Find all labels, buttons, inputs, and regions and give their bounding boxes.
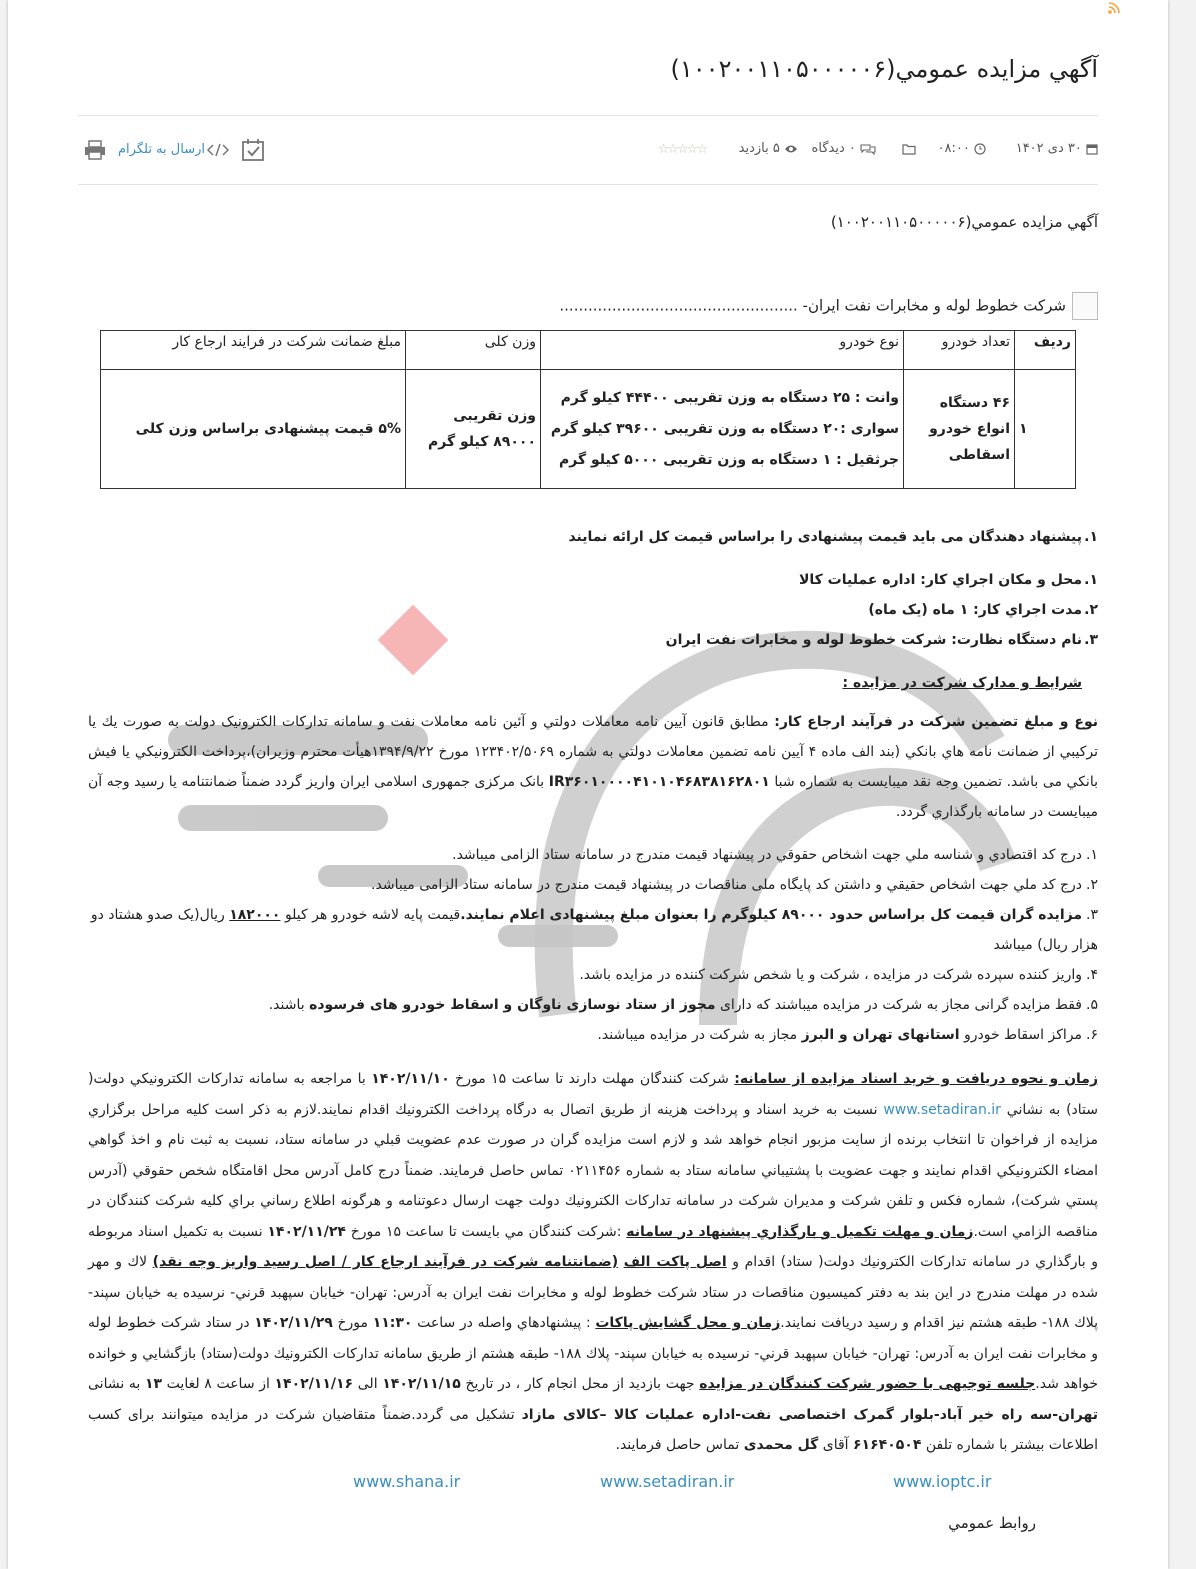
comments-icon (860, 143, 876, 155)
list-item: ۶.مراکز اسقاط خودرو استانهای تهران و البرز مجاز به شرکت در مزایده میباشند. (597, 1027, 1098, 1043)
date-item (1016, 141, 1098, 156)
page-title: آگهي مزايده عمومي(۱۰۰۲۰۰۱۱۰۵۰۰۰۰۰۶) (670, 55, 1098, 83)
shana-link[interactable]: www.shana.ir (353, 1472, 461, 1491)
list-item: ۵.فقط مزایده گرانی مجاز به شرکت در مزایده میباشند که دارای مجوز از ستاد نوسازی ناوگان و اسقاط خودرو های فرسوده باشند. (268, 997, 1098, 1013)
page (8, 0, 1168, 1569)
rss-icon[interactable] (1108, 2, 1122, 14)
article-subtitle: آگهي مزايده عمومي(۱۰۰۲۰۰۱۱۰۵۰۰۰۰۰۶) (830, 213, 1098, 231)
conditions-list (88, 840, 1098, 1050)
print-icon[interactable] (84, 140, 106, 160)
table-header: نوع خودرو (541, 331, 904, 370)
table-header: وزن کلی (406, 331, 541, 370)
list-item: ۳.نام دستگاه نظارت: شرکت خطوط لوله و مخابرات نفت ایران (665, 632, 1098, 648)
eye-icon (784, 144, 798, 154)
rating-stars[interactable]: ☆☆☆☆☆ (657, 142, 706, 157)
views-text: ۵ بازدید (738, 141, 780, 156)
setadiran-footer-link[interactable]: www.setadiran.ir (600, 1472, 735, 1491)
guarantee-paragraph: نوع و مبلغ تضمین شرکت در فرآیند ارجاع کار: مطابق قانون آيين نامه معاملات دولتي و آئين نامه معاملات نفت و سامانه تدارکات الکترونيک دولت به صورت يك يا تركيبي از ضمانت نامه هاي بانكي (بند الف ماده ۴ آيين نامه تضمين معاملات دولتي به شماره ۱۲۳۴۰۲/۵۰۶۹ مورخ ۱۳۹۴/۹/۲۲هيأت محترم وزيران)،پرداخت الکترونيکي يا فيش بانكي می باشد. تضمين وجه نقد ميبايست به شماره شبا IR۳۶۰۱۰۰۰۰۴۱۰۱۰۴۶۸۳۸۱۶۲۸۰۱ بانک مرکزی جمهوری اسلامی ایران واريز گردد ضمناً ضمانتنامه يا رسيد وجه آن ميبايست در سامانه بارگذاري گردد. (88, 714, 1098, 820)
calendar-icon (1086, 143, 1098, 155)
telegram-share-link[interactable]: ارسال به تلگرام (118, 142, 205, 157)
list-item: ۲.مدت اجراي كار: ۱ ماه (یک ماه) (868, 602, 1098, 618)
divider (78, 115, 1098, 116)
table-cell (541, 370, 904, 489)
table-header: ردیف (1015, 331, 1076, 370)
table-cell: ۴۶ دستگاه انواع خودرو اسقاطی (904, 370, 1015, 489)
table-cell: وزن تقریبی ۸۹۰۰۰ کیلو گرم (406, 370, 541, 489)
time-item (938, 141, 986, 156)
table-cell: ۱ (1015, 370, 1076, 489)
table-header: مبلغ ضمانت شرکت در فرایند ارجاع کار (101, 331, 406, 370)
signature: روابط عمومي (948, 1514, 1036, 1532)
list-item: ۴.واریز کننده سپرده شرکت در مزایده ، شرکت و یا شخص شرکت کننده در مزایده باشد. (579, 967, 1098, 983)
list-item: ۳.مزایده گران قیمت کل براساس حدود ۸۹۰۰۰ کیلوگرم را بعنوان مبلغ پیشنهادی اعلام نمایند.قیمت پایه لاشه خودرو هر کیلو ۱۸۲۰۰۰ ریال(یک صدو هشتاد دو هزار ریال) میباشد (90, 907, 1098, 953)
folder-icon (902, 143, 916, 155)
list-item: ۱.پیشنهاد دهندگان می باید قیمت پیشنهادی را براساس قیمت کل ارائه نمایند (568, 529, 1098, 545)
ioptc-link[interactable]: www.ioptc.ir (893, 1472, 992, 1491)
conditions-heading: شرایط و مدارک شرکت در مزایده : (842, 675, 1082, 691)
views-item (739, 141, 798, 156)
vehicle-type: جرثقیل : ۱ دستگاه به وزن تقریبی ۵۰۰۰ کیلو گرم (559, 451, 899, 468)
company-line (559, 292, 1098, 320)
timing-paragraph: زمان و نحوه دريافت و خريد اسناد مزايده از سامانه: شركت كنندگان مهلت دارند تا ساعت ۱۵ مورخ ۱۴۰۲/۱۱/۱۰ با مراجعه به سامانه تداركات الكترونيكي دولت( ستاد) به نشاني www.setadiran.ir نسبت به خريد اسناد و پرداخت هزينه از طريق اتصال به درگاه پرداخت الكترونيك اقدام نمايند.لازم به ذکر است کلیه مراحل برگزاري مزايده از فراخوان تا انتخاب برنده از سایت مزبور انجام خواهد شد و لازم است مزایده گران در صورت عدم عضويت قبلي در سامانه ستاد، نسبت به ثبت نام و اخذ گواهي امضاء الكترونيكي اقدام نمايند و جهت عضويت با پشتيباني سامانه ستاد به شماره ۰۲۱۱۴۵۶ تماس حاصل فرمايند. ضمناً درج كامل آدرس محل اقامتگاه شخص حقوقي (آدرس پستي شركت)، شماره فكس و تلفن شركت و مديران شركت در سامانه تداركات الكترونيك دولت جهت ارسال دعوتنامه و هرگونه اطلاع رساني براي كليه شركت كنندگان در مناقصه الزامي است.زمان و مهلت تكميل و بارگذاري پيشنهاد در سامانه :شركت كنندگان مي بايست تا ساعت ۱۵ مورخ ۱۴۰۲/۱۱/۲۴ نسبت به تكميل اسناد مربوطه و بارگذاري در سامانه تداركات الكترونيك دولت( ستاد) اقدام و اصل پاکت الف (ضمانتنامه شرکت در فرآیند ارجاع کار / اصل رسید واریز وجه نقد) لاك و مهر شده در مهلت مندرج در اين بند به دفتر كميسيون مناقصات در ستاد شركت خطوط لوله و مخابرات نفت ايران به آدرس: تهران- خيابان سپهبد قرني- نرسيده به خيابان سپند- پلاك ۱۸۸- طبقه هشتم نيز اقدام و رسيد دريافت نمايند.زمان و محل گشايش پاكات : پيشنهادهاي واصله در ساعت ۱۱:۳۰ مورخ ۱۴۰۲/۱۱/۲۹ در ستاد شرکت خطوط لوله و مخابرات نفت ايران به آدرس: تهران- خيابان سپهبد قرني- نرسيده به خيابان سپند- پلاك ۱۸۸- طبقه هشتم از طريق سامانه تداركات الكترونيك دولت(ستاد) بازگشايي و خوانده خواهد شد.جلسه توجیهی با حضور شرکت کنندگان در مزایده جهت بازدید از محل انجام کار ، در تاریخ ۱۴۰۲/۱۱/۱۵ الی ۱۴۰۲/۱۱/۱۶ از ساعت ۸ لغایت ۱۳ به نشانی تهران-سه راه خیر آباد-بلوار گمرک اختصاصی نفت-اداره عملیات کالا –کالای مازاد تشکیل می گردد.ضمناً متقاضیان شرکت در مزایده میتوانند برای کسب اطلاعات بیشتر با شماره تلفن ۶۱۶۴۰۵۰۴ آقای گل محمدی تماس حاصل فرمایند. (88, 1071, 1099, 1453)
time-text: ۰۸:۰۰ (937, 141, 970, 156)
auction-table (100, 330, 1076, 489)
vehicle-type: وانت : ۲۵ دستگاه به وزن تقریبی ۴۴۴۰۰ کیلو گرم (560, 389, 899, 406)
footer-links (78, 1472, 1098, 1496)
divider (78, 184, 1098, 185)
embed-code-icon[interactable] (206, 142, 230, 158)
comments-text: ۰ دیدگاه (811, 141, 856, 156)
table-header: تعداد خودرو (904, 331, 1015, 370)
table-cell: ۵% قیمت پیشنهادی براساس وزن کلی (101, 370, 406, 489)
project-details (88, 565, 1098, 655)
comments-item (812, 141, 876, 156)
clock-icon (974, 143, 986, 155)
folder-item (902, 141, 916, 156)
date-text: ۳۰ دی ۱۴۰۲ (1015, 141, 1082, 156)
calendar-check-icon[interactable] (241, 138, 265, 162)
list-item: ۱.درج كد اقتصادي و شناسه ملي جهت اشخاص حقوقي در پيشنهاد قيمت مندرج در سامانه ستاد الزامی ميباشد. (452, 847, 1098, 863)
vehicle-type: سواری :۲۰ دستگاه به وزن تقریبی ۳۹۶۰۰ کیلو گرم (550, 420, 899, 437)
article-meta (78, 138, 1098, 164)
setadiran-link[interactable]: www.setadiran.ir (883, 1101, 1001, 1118)
document-icon (1072, 292, 1098, 320)
list-item: ۱.محل و مكان اجراي كار: اداره عملیات کالا (798, 572, 1098, 588)
list-item: ۲.درج كد ملي جهت اشخاص حقيقي و داشتن کد پایگاه ملی مناقصات در پيشنهاد قيمت مندرج در سامانه ستاد الزامی ميباشد. (371, 877, 1098, 893)
company-text: شرکت خطوط لوله و مخابرات نفت ايران- .................................................. (559, 296, 1066, 315)
